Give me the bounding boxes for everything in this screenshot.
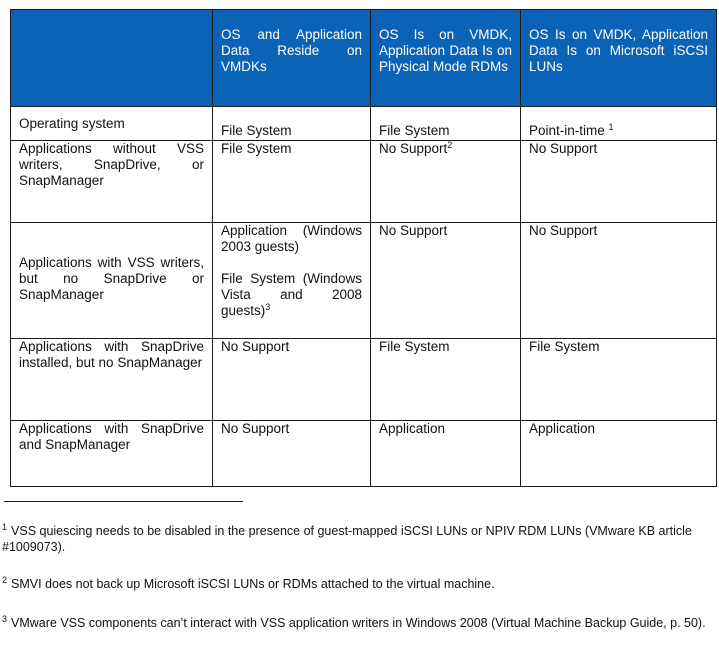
header-physical-rdms: OS Is on VMDK, Application Data Is on Physical Mode RDMs: [371, 10, 521, 107]
header-iscsi-luns: OS Is on VMDK, Application Data Is on Microsoft iSCSI LUNs: [521, 10, 717, 107]
footnote-separator: [4, 501, 243, 502]
row-label: Applications without VSS writers, SnapDrive, or SnapManager: [11, 141, 213, 223]
cell-physical-rdms: Application: [371, 421, 521, 487]
cell-vmdks: No Support: [213, 339, 371, 421]
footnote-text: SMVI does not back up Microsoft iSCSI LUNs or RDMs attached to the virtual machine.: [11, 577, 495, 591]
cell-physical-rdms: [371, 141, 521, 223]
cell-physical-rdms: File System: [371, 107, 521, 141]
cell-iscsi-luns: [521, 107, 717, 141]
cell-iscsi-luns: No Support: [521, 141, 717, 223]
header-vmdks: OS and Application Data Reside on VMDKs: [213, 10, 371, 107]
cell-text: Point-in-time: [529, 123, 605, 138]
footnote-ref: 2: [447, 140, 453, 150]
table-row: [11, 223, 717, 339]
backup-support-table: [10, 9, 717, 487]
footnote-mark: 2: [2, 575, 8, 585]
footnote-2: [2, 576, 716, 592]
footnote-ref: 3: [265, 302, 271, 312]
footnote-1: [2, 523, 716, 555]
table-row: [11, 339, 717, 421]
cell-text: No Support: [379, 141, 448, 156]
cell-text-windows-2003: Application (Windows 2003 guests): [221, 223, 362, 254]
cell-vmdks: [213, 223, 371, 339]
header-corner-cell: [11, 10, 213, 107]
footnote-ref: 1: [608, 122, 614, 132]
footnote-mark: 1: [2, 522, 8, 532]
table-row: [11, 107, 717, 141]
footnote-text: VSS quiescing needs to be disabled in the presence of guest-mapped iSCSI LUNs or NPIV RDM LUNs (VMware KB article #1009073).: [2, 524, 692, 554]
row-label: Applications with SnapDrive installed, but no SnapManager: [11, 339, 213, 421]
cell-iscsi-luns: No Support: [521, 223, 717, 339]
row-label: Applications with VSS writers, but no SnapDrive or SnapManager: [11, 223, 213, 339]
footnote-3: [2, 615, 716, 631]
header-row: [11, 10, 717, 107]
cell-text-windows-vista-2008: File System (Windows Vista and 2008 guests): [221, 271, 362, 318]
row-label: Operating system: [11, 107, 213, 141]
footnote-mark: 3: [2, 614, 8, 624]
table-row: [11, 421, 717, 487]
cell-iscsi-luns: File System: [521, 339, 717, 421]
cell-vmdks: File System: [213, 107, 371, 141]
cell-vmdks: No Support: [213, 421, 371, 487]
cell-iscsi-luns: Application: [521, 421, 717, 487]
footnote-text: VMware VSS components can’t interact with VSS application writers in Windows 2008 (Virtual Machine Backup Guide, p. 50).: [11, 616, 706, 630]
table-row: [11, 141, 717, 223]
cell-physical-rdms: No Support: [371, 223, 521, 339]
row-label: Applications with SnapDrive and SnapManager: [11, 421, 213, 487]
cell-physical-rdms: File System: [371, 339, 521, 421]
cell-vmdks: File System: [213, 141, 371, 223]
